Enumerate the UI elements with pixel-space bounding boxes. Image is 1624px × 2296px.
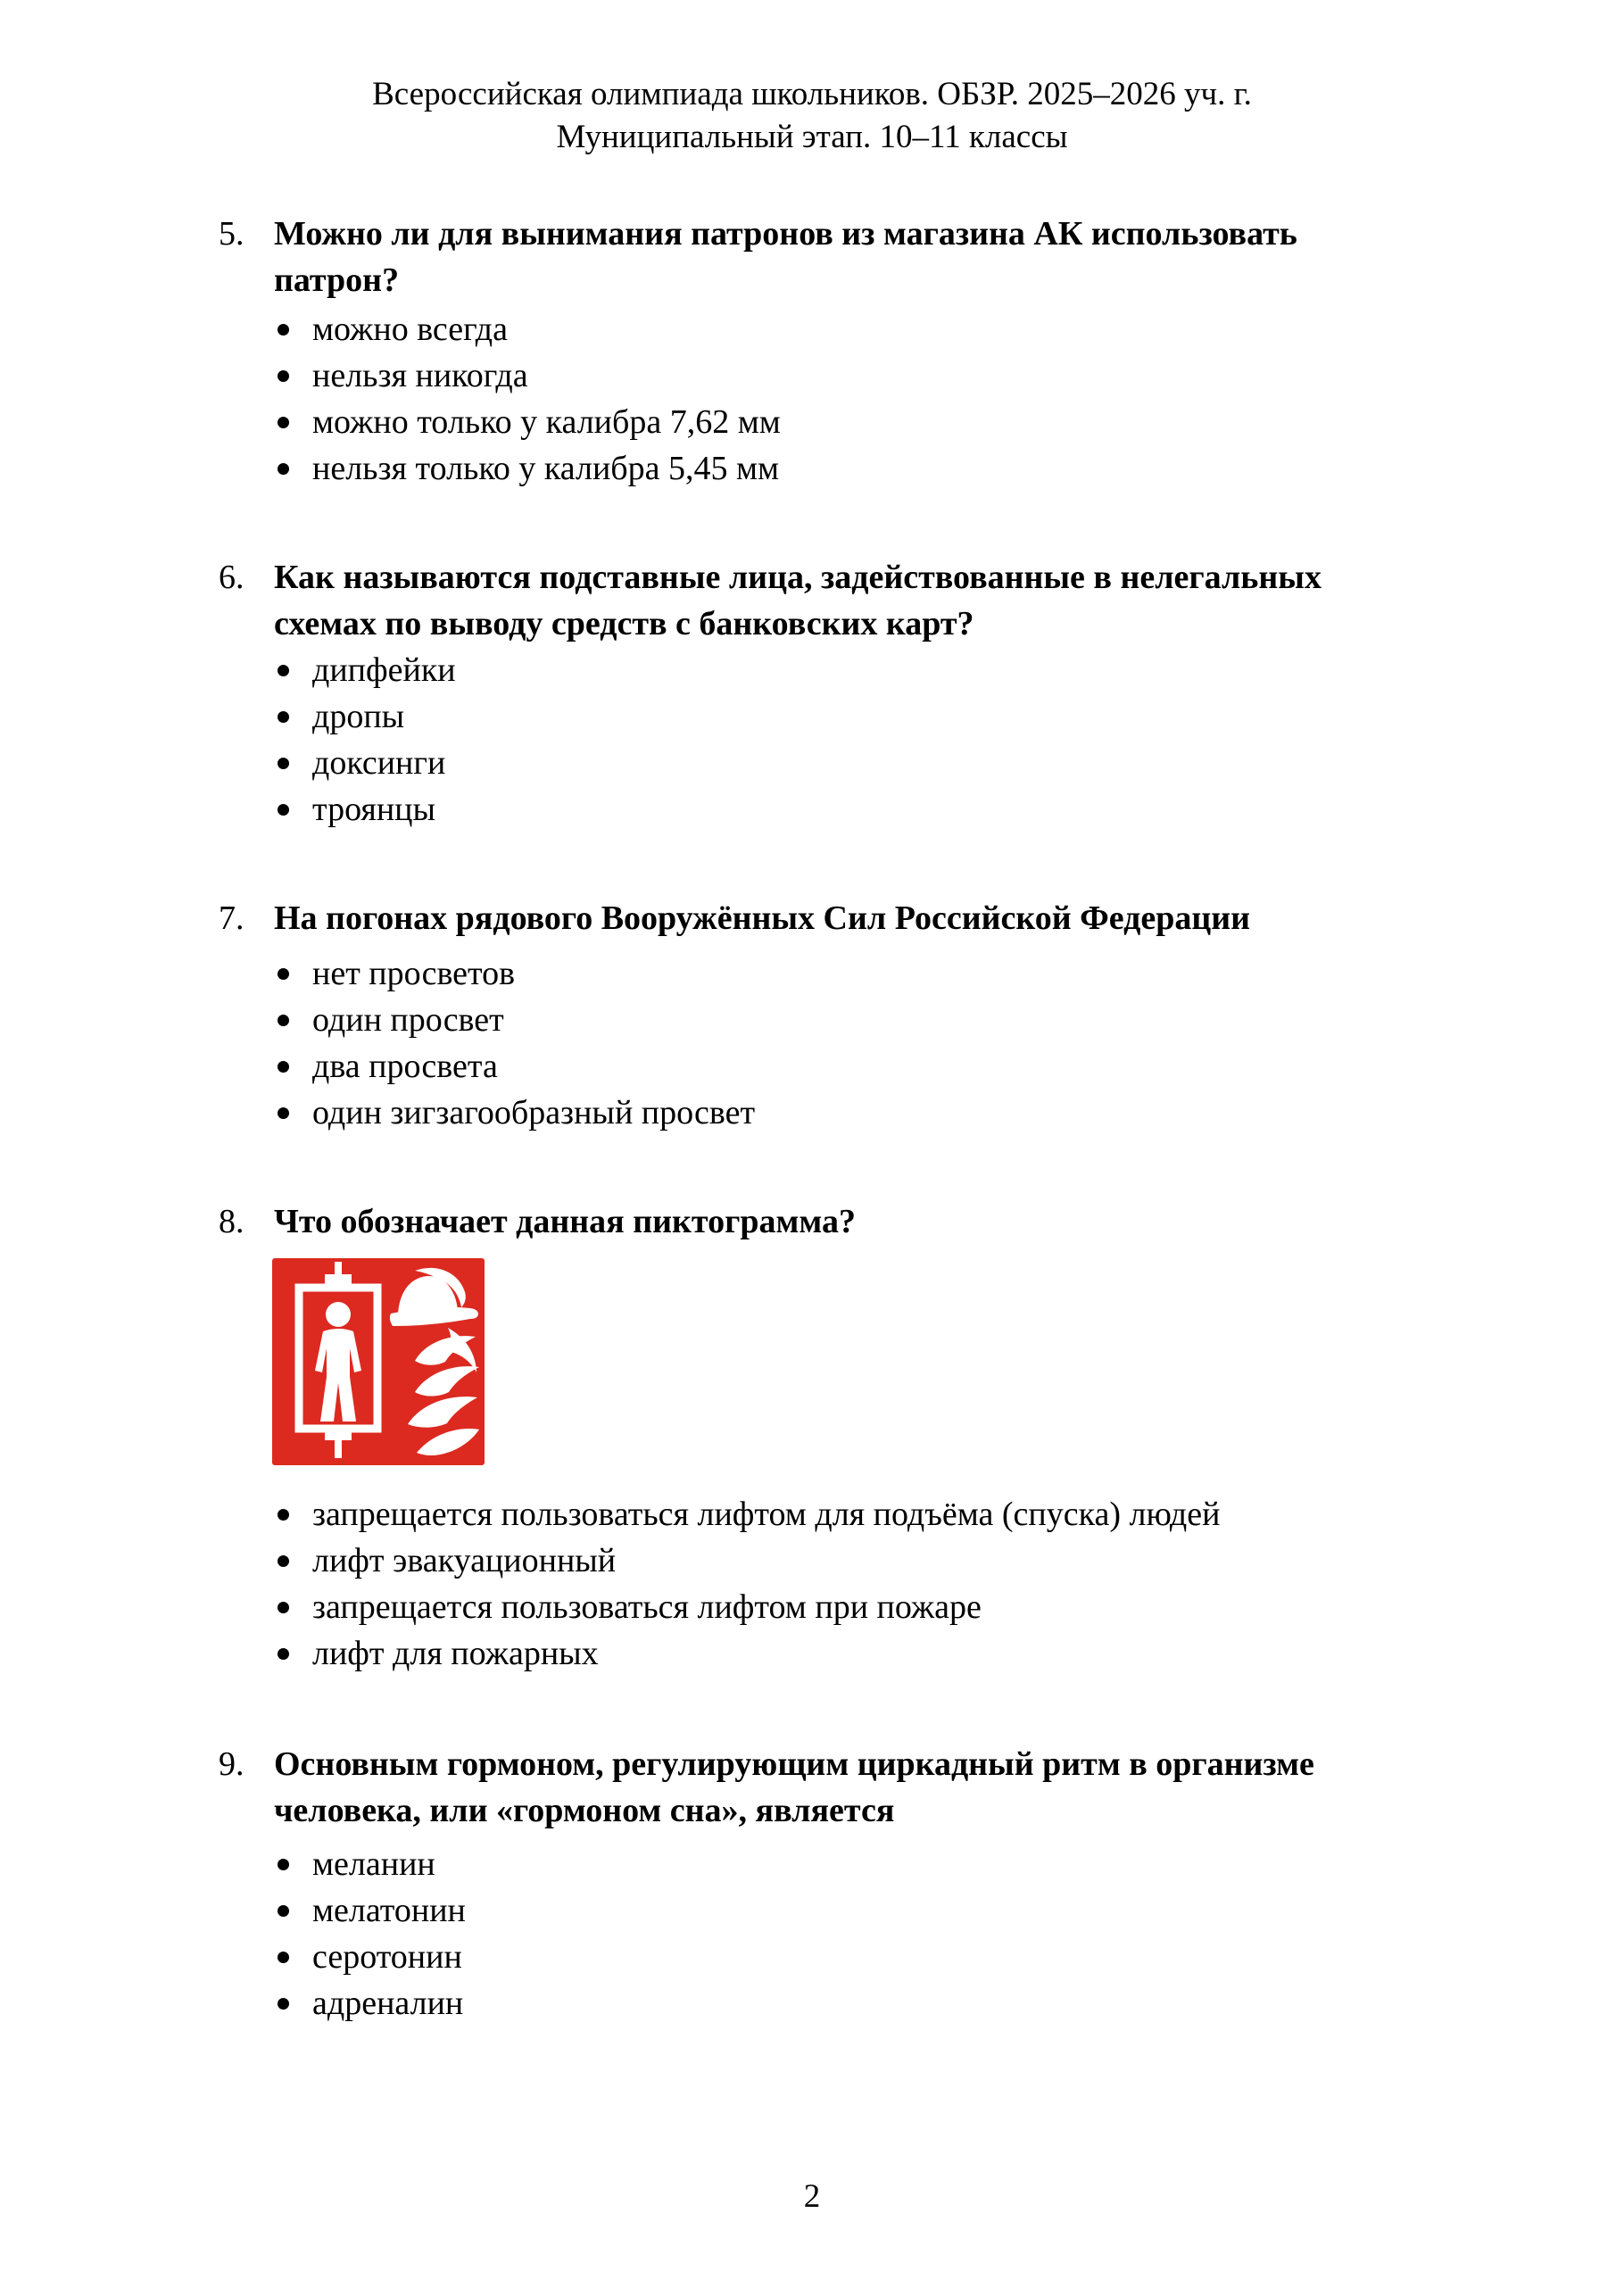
answer-option (219, 1538, 1459, 1584)
answer-option-text: два просвета (312, 1048, 498, 1085)
header-line-2: Муниципальный этап. 10–11 классы (556, 119, 1068, 155)
question-number: 7. (219, 899, 244, 937)
bullet-icon (278, 804, 289, 816)
answer-option (219, 1841, 1459, 1887)
answer-option (219, 352, 1459, 399)
bullet-icon (278, 417, 289, 428)
question-6 (219, 554, 1459, 833)
answer-option-text: один просвет (312, 1001, 504, 1039)
question-text (274, 895, 1250, 941)
answer-option-text: лифт для пожарных (312, 1635, 599, 1672)
bullet-icon (278, 463, 289, 475)
answer-option (219, 1630, 1459, 1677)
answer-option (219, 306, 1459, 352)
bullet-icon (278, 1061, 289, 1073)
bullet-icon (278, 665, 289, 676)
answer-option-text: запрещается пользоваться лифтом при пожаре (312, 1588, 982, 1626)
question-number: 6. (219, 559, 244, 596)
answer-option-text: троянцы (312, 791, 436, 828)
answer-option-text: меланин (312, 1845, 435, 1883)
question-text-line: Основным гормоном, регулирующим циркадный ритм в организме (274, 1745, 1314, 1783)
bullet-icon (278, 324, 289, 336)
bullet-icon (278, 1952, 289, 1963)
question-number: 5. (219, 215, 244, 253)
bullet-icon (278, 1648, 289, 1660)
question-text (274, 554, 1322, 647)
answer-option-text: нельзя никогда (312, 357, 528, 394)
answer-option-text: можно всегда (312, 311, 509, 348)
question-number: 8. (219, 1203, 244, 1240)
question-text-line: патрон? (274, 261, 400, 299)
answer-option (219, 1980, 1459, 2027)
question-heading (219, 1198, 1459, 1245)
answer-option (219, 399, 1459, 445)
bullet-icon (278, 1509, 289, 1521)
question-heading (219, 895, 1459, 941)
question-8 (219, 1198, 1459, 1677)
question-heading (219, 554, 1459, 647)
answer-option-text: мелатонин (312, 1892, 466, 1929)
bullet-icon (278, 1859, 289, 1870)
answer-option-text: нет просветов (312, 955, 516, 992)
answer-option (219, 1491, 1459, 1538)
bullet-icon (278, 1107, 289, 1119)
question-text (274, 1741, 1314, 1834)
bullet-icon (278, 968, 289, 980)
options-list (219, 306, 1459, 492)
answer-option-text: доксинги (312, 744, 446, 782)
bullet-icon (278, 1602, 289, 1613)
options-list (219, 1491, 1459, 1677)
options-list (219, 1841, 1459, 2027)
question-number: 9. (219, 1745, 244, 1783)
answer-option-text: один зигзагообразный просвет (312, 1094, 756, 1131)
answer-option (219, 693, 1459, 740)
bullet-icon (278, 1998, 289, 2010)
answer-option (219, 740, 1459, 786)
answer-option-text: лифт эвакуационный (312, 1542, 617, 1579)
bullet-icon (278, 1015, 289, 1026)
answer-option (219, 647, 1459, 693)
question-heading (219, 211, 1459, 303)
options-list (219, 950, 1459, 1136)
question-text-line: Можно ли для вынимания патронов из магазина АК использовать (274, 215, 1297, 253)
question-heading (219, 1741, 1459, 1834)
answer-option (219, 1090, 1459, 1136)
fire-lift-pictogram (272, 1258, 485, 1465)
page-footer (0, 2176, 1624, 2218)
options-list (219, 647, 1459, 833)
question-text-line: На погонах рядового Вооружённых Сил Российской Федерации (274, 899, 1251, 937)
answer-option-text: серотонин (312, 1938, 462, 1976)
question-9 (219, 1741, 1459, 2027)
answer-option (219, 1584, 1459, 1630)
answer-option-text: можно только у калибра 7,62 мм (312, 403, 781, 441)
answer-option-text: запрещается пользоваться лифтом для подъёма (спуска) людей (312, 1496, 1221, 1533)
answer-option-text: дипфейки (312, 651, 456, 689)
question-7 (219, 895, 1459, 1136)
answer-option-text: дропы (312, 698, 405, 735)
answer-option (219, 1887, 1459, 1934)
question-text (274, 211, 1297, 303)
answer-option (219, 1043, 1459, 1090)
bullet-icon (278, 711, 289, 723)
bullet-icon (278, 370, 289, 382)
answer-option (219, 786, 1459, 833)
question-text-line: Как называются подставные лица, задействованные в нелегальных (274, 559, 1322, 596)
page-number: 2 (803, 2178, 821, 2215)
header-line-1: Всероссийская олимпиада школьников. ОБЗР. 2025–2026 уч. г. (372, 76, 1252, 112)
question-5 (219, 211, 1459, 492)
question-text-line: человека, или «гормоном сна», является (274, 1792, 895, 1829)
bullet-icon (278, 1555, 289, 1567)
bullet-icon (278, 1905, 289, 1917)
question-text (274, 1198, 856, 1245)
page-header (0, 73, 1624, 159)
bullet-icon (278, 758, 289, 769)
question-text-line: Что обозначает данная пиктограмма? (274, 1203, 856, 1240)
answer-option-text: адреналин (312, 1985, 464, 2022)
question-text-line: схемах по выводу средств с банковских карт? (274, 605, 974, 642)
answer-option (219, 445, 1459, 492)
answer-option-text: нельзя только у калибра 5,45 мм (312, 450, 780, 487)
answer-option (219, 1934, 1459, 1980)
answer-option (219, 950, 1459, 997)
answer-option (219, 997, 1459, 1043)
